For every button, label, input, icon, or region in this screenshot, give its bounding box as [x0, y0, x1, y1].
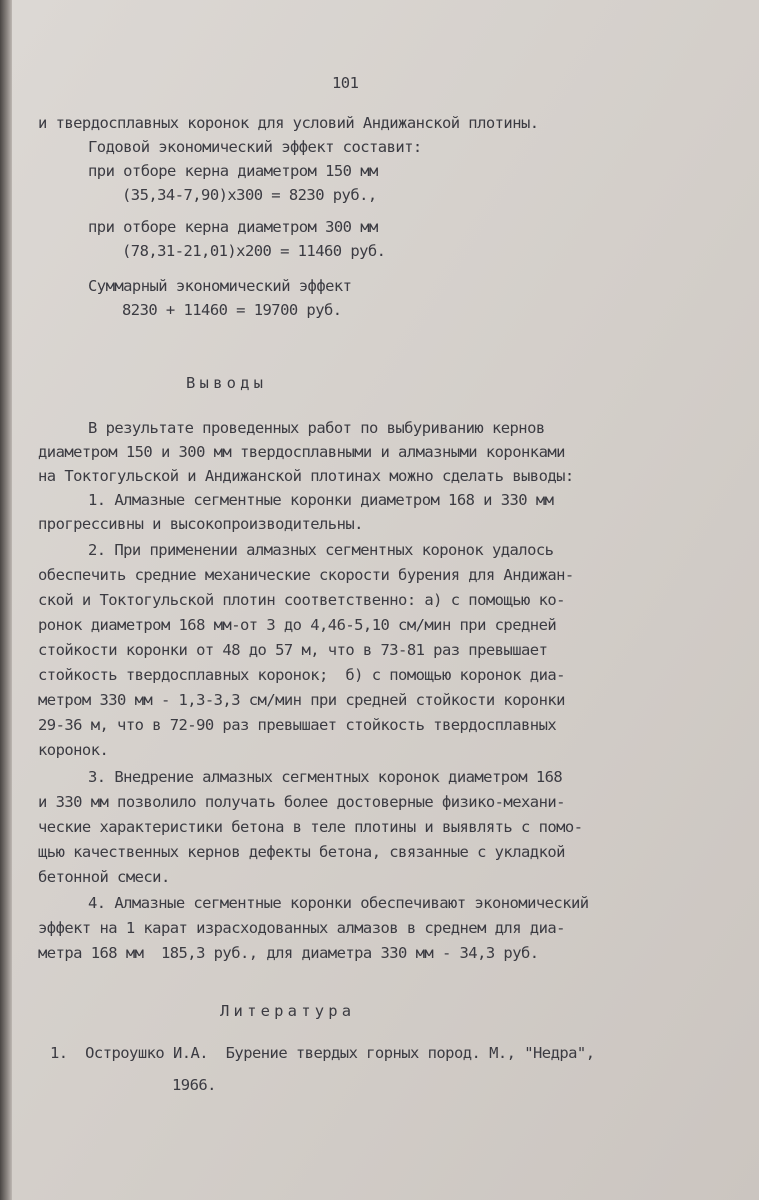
text-line: стойкость твердосплавных коронок; б) с помощью коронок диа- — [38, 666, 565, 684]
text-line: 2. При применении алмазных сегментных коронок удалось — [88, 541, 554, 559]
formula-line: (35,34-7,90)x300 = 8230 руб., — [122, 186, 377, 204]
text-line: 1. Алмазные сегментные коронки диаметром 168 и 330 мм — [88, 491, 554, 509]
text-line: 4. Алмазные сегментные коронки обеспечивают экономический — [88, 894, 589, 912]
text-line: щью качественных кернов дефекты бетона, связанные с укладкой — [38, 843, 565, 861]
text-line: ской и Токтогульской плотин соответственно: а) с помощью ко- — [38, 591, 565, 609]
text-line: метра 168 мм 185,3 руб., для диаметра 330 мм - 34,3 руб. — [38, 944, 539, 962]
text-line: В результате проведенных работ по выбуриванию кернов — [88, 419, 545, 437]
text-line: 29-36 м, что в 72-90 раз превышает стойкость твердосплавных — [38, 716, 557, 734]
text-line: метром 330 мм - 1,3-3,3 см/мин при средней стойкости коронки — [38, 691, 565, 709]
text-line: и твердосплавных коронок для условий Андижанской плотины. — [38, 114, 539, 132]
page-number: 101 — [332, 74, 359, 92]
formula-line: (78,31-21,01)x200 = 11460 руб. — [122, 242, 386, 260]
text-line: Суммарный экономический эффект — [88, 277, 352, 295]
document-page — [12, 0, 759, 1200]
formula-line: 8230 + 11460 = 19700 руб. — [122, 301, 342, 319]
text-line: коронок. — [38, 741, 109, 759]
reference-line: 1966. — [172, 1076, 216, 1094]
section-heading: Выводы — [186, 374, 268, 392]
text-line: ронок диаметром 168 мм-от 3 до 4,46-5,10 см/мин при средней — [38, 616, 557, 634]
text-line: при отборе керна диаметром 300 мм — [88, 218, 378, 236]
text-line: прогрессивны и высокопроизводительны. — [38, 515, 363, 533]
text-line: Годовой экономический эффект составит: — [88, 138, 422, 156]
text-line: эффект на 1 карат израсходованных алмазов в среднем для диа- — [38, 919, 565, 937]
text-line: 3. Внедрение алмазных сегментных коронок диаметром 168 — [88, 768, 563, 786]
text-line: и 330 мм позволило получать более достоверные физико-механи- — [38, 793, 565, 811]
text-line: диаметром 150 и 300 мм твердосплавными и алмазными коронками — [38, 443, 565, 461]
text-line: обеспечить средние механические скорости бурения для Андижан- — [38, 566, 574, 584]
book-binding-edge — [0, 0, 12, 1200]
text-line: на Токтогульской и Андижанской плотинах можно сделать выводы: — [38, 467, 574, 485]
section-heading: Литература — [220, 1002, 356, 1020]
text-line: бетонной смеси. — [38, 868, 170, 886]
text-line: ческие характеристики бетона в теле плотины и выявлять с помо- — [38, 818, 583, 836]
text-line: стойкости коронки от 48 до 57 м, что в 73-81 раз превышает — [38, 641, 548, 659]
reference-line: 1. Остроушко И.А. Бурение твердых горных пород. М., "Недра", — [50, 1044, 595, 1062]
text-line: при отборе керна диаметром 150 мм — [88, 162, 378, 180]
